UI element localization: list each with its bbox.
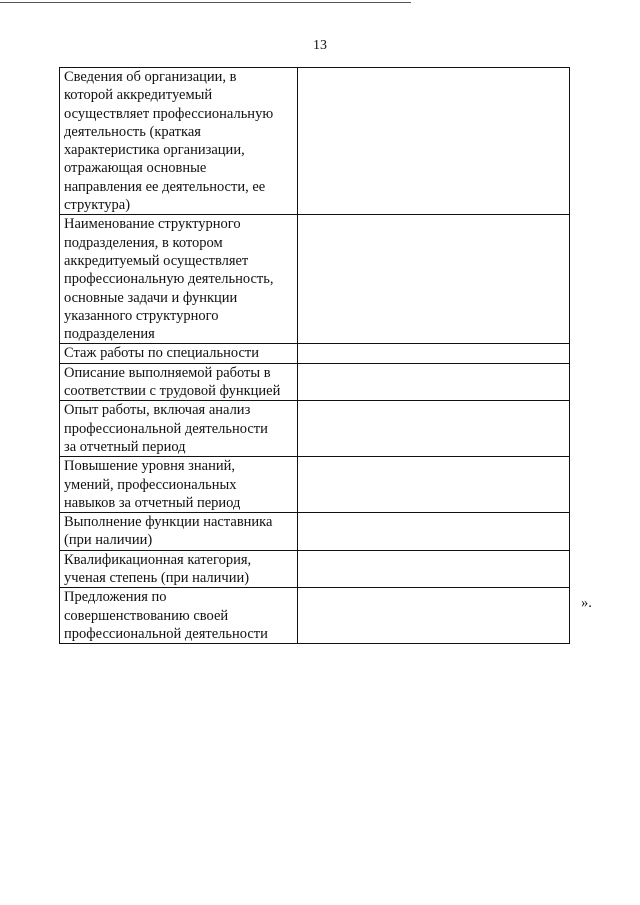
row-label-line: подразделения, в котором: [64, 234, 223, 251]
row-label-line: аккредитуемый осуществляет: [64, 252, 249, 269]
row-label-line: Описание выполняемой работы в: [64, 364, 271, 381]
row-label-cell: [60, 401, 298, 457]
row-label-line: Повышение уровня знаний,: [64, 458, 235, 475]
row-label-line: ученая степень (при наличии): [64, 570, 250, 587]
row-value-cell[interactable]: [298, 215, 570, 344]
row-value-cell[interactable]: [298, 457, 570, 513]
row-value-cell[interactable]: [298, 344, 570, 363]
row-label-line: профессиональной деятельности: [64, 420, 268, 437]
row-label-line: Опыт работы, включая анализ: [64, 402, 251, 419]
row-label-line: совершенствованию своей: [64, 607, 229, 624]
top-rule: [0, 2, 411, 3]
row-label-line: Наименование структурного: [64, 216, 241, 233]
row-label-line: направления ее деятельности, ее: [64, 178, 266, 195]
row-label-line: (при наличии): [64, 532, 153, 549]
row-label-line: характеристика организации,: [64, 142, 245, 159]
row-label-line: профессиональной деятельности: [64, 625, 268, 642]
row-label-line: умений, профессиональных: [64, 476, 237, 493]
row-label-line: за отчетный период: [64, 438, 186, 455]
row-label-cell: [60, 588, 298, 644]
row-label-line: структура): [64, 197, 131, 214]
row-value-cell[interactable]: [298, 588, 570, 644]
row-label-line: соответствии с трудовой функцией: [64, 383, 281, 400]
row-label-cell: [60, 457, 298, 513]
row-value-cell[interactable]: [298, 513, 570, 551]
row-label-line: основные задачи и функции: [64, 289, 238, 306]
table-row: [60, 344, 570, 363]
table-row: [60, 215, 570, 344]
row-label-line: указанного структурного: [64, 307, 219, 324]
table-row: [60, 457, 570, 513]
row-label-cell: [60, 344, 298, 363]
row-label-line: навыков за отчетный период: [64, 494, 241, 511]
table-row: [60, 68, 570, 215]
row-label-line: деятельность (краткая: [64, 123, 201, 140]
row-label-line: Стаж работы по специальности: [64, 345, 259, 362]
report-table-body: [60, 68, 570, 644]
row-label-cell: [60, 68, 298, 215]
table-row: [60, 588, 570, 644]
row-value-cell[interactable]: [298, 401, 570, 457]
row-label-line: Квалификационная категория,: [64, 551, 252, 568]
row-label-line: подразделения: [64, 326, 155, 343]
row-label-line: Предложения по: [64, 589, 167, 606]
report-table: [59, 67, 570, 644]
row-label-line: которой аккредитуемый: [64, 87, 213, 104]
row-label-cell: [60, 363, 298, 401]
row-label-line: Сведения об организации, в: [64, 69, 237, 85]
page-number: 13: [313, 38, 327, 53]
closing-quote-mark: ».: [581, 595, 592, 611]
table-row: [60, 550, 570, 588]
row-value-cell[interactable]: [298, 550, 570, 588]
table-row: [60, 513, 570, 551]
row-label-cell: [60, 550, 298, 588]
row-label-line: профессиональную деятельность,: [64, 271, 274, 288]
row-label-line: осуществляет профессиональную: [64, 105, 274, 122]
row-label-line: отражающая основные: [64, 160, 207, 177]
row-label-line: Выполнение функции наставника: [64, 514, 273, 531]
table-row: [60, 401, 570, 457]
row-label-cell: [60, 513, 298, 551]
row-value-cell[interactable]: [298, 68, 570, 215]
row-label-cell: [60, 215, 298, 344]
table-row: [60, 363, 570, 401]
row-value-cell[interactable]: [298, 363, 570, 401]
